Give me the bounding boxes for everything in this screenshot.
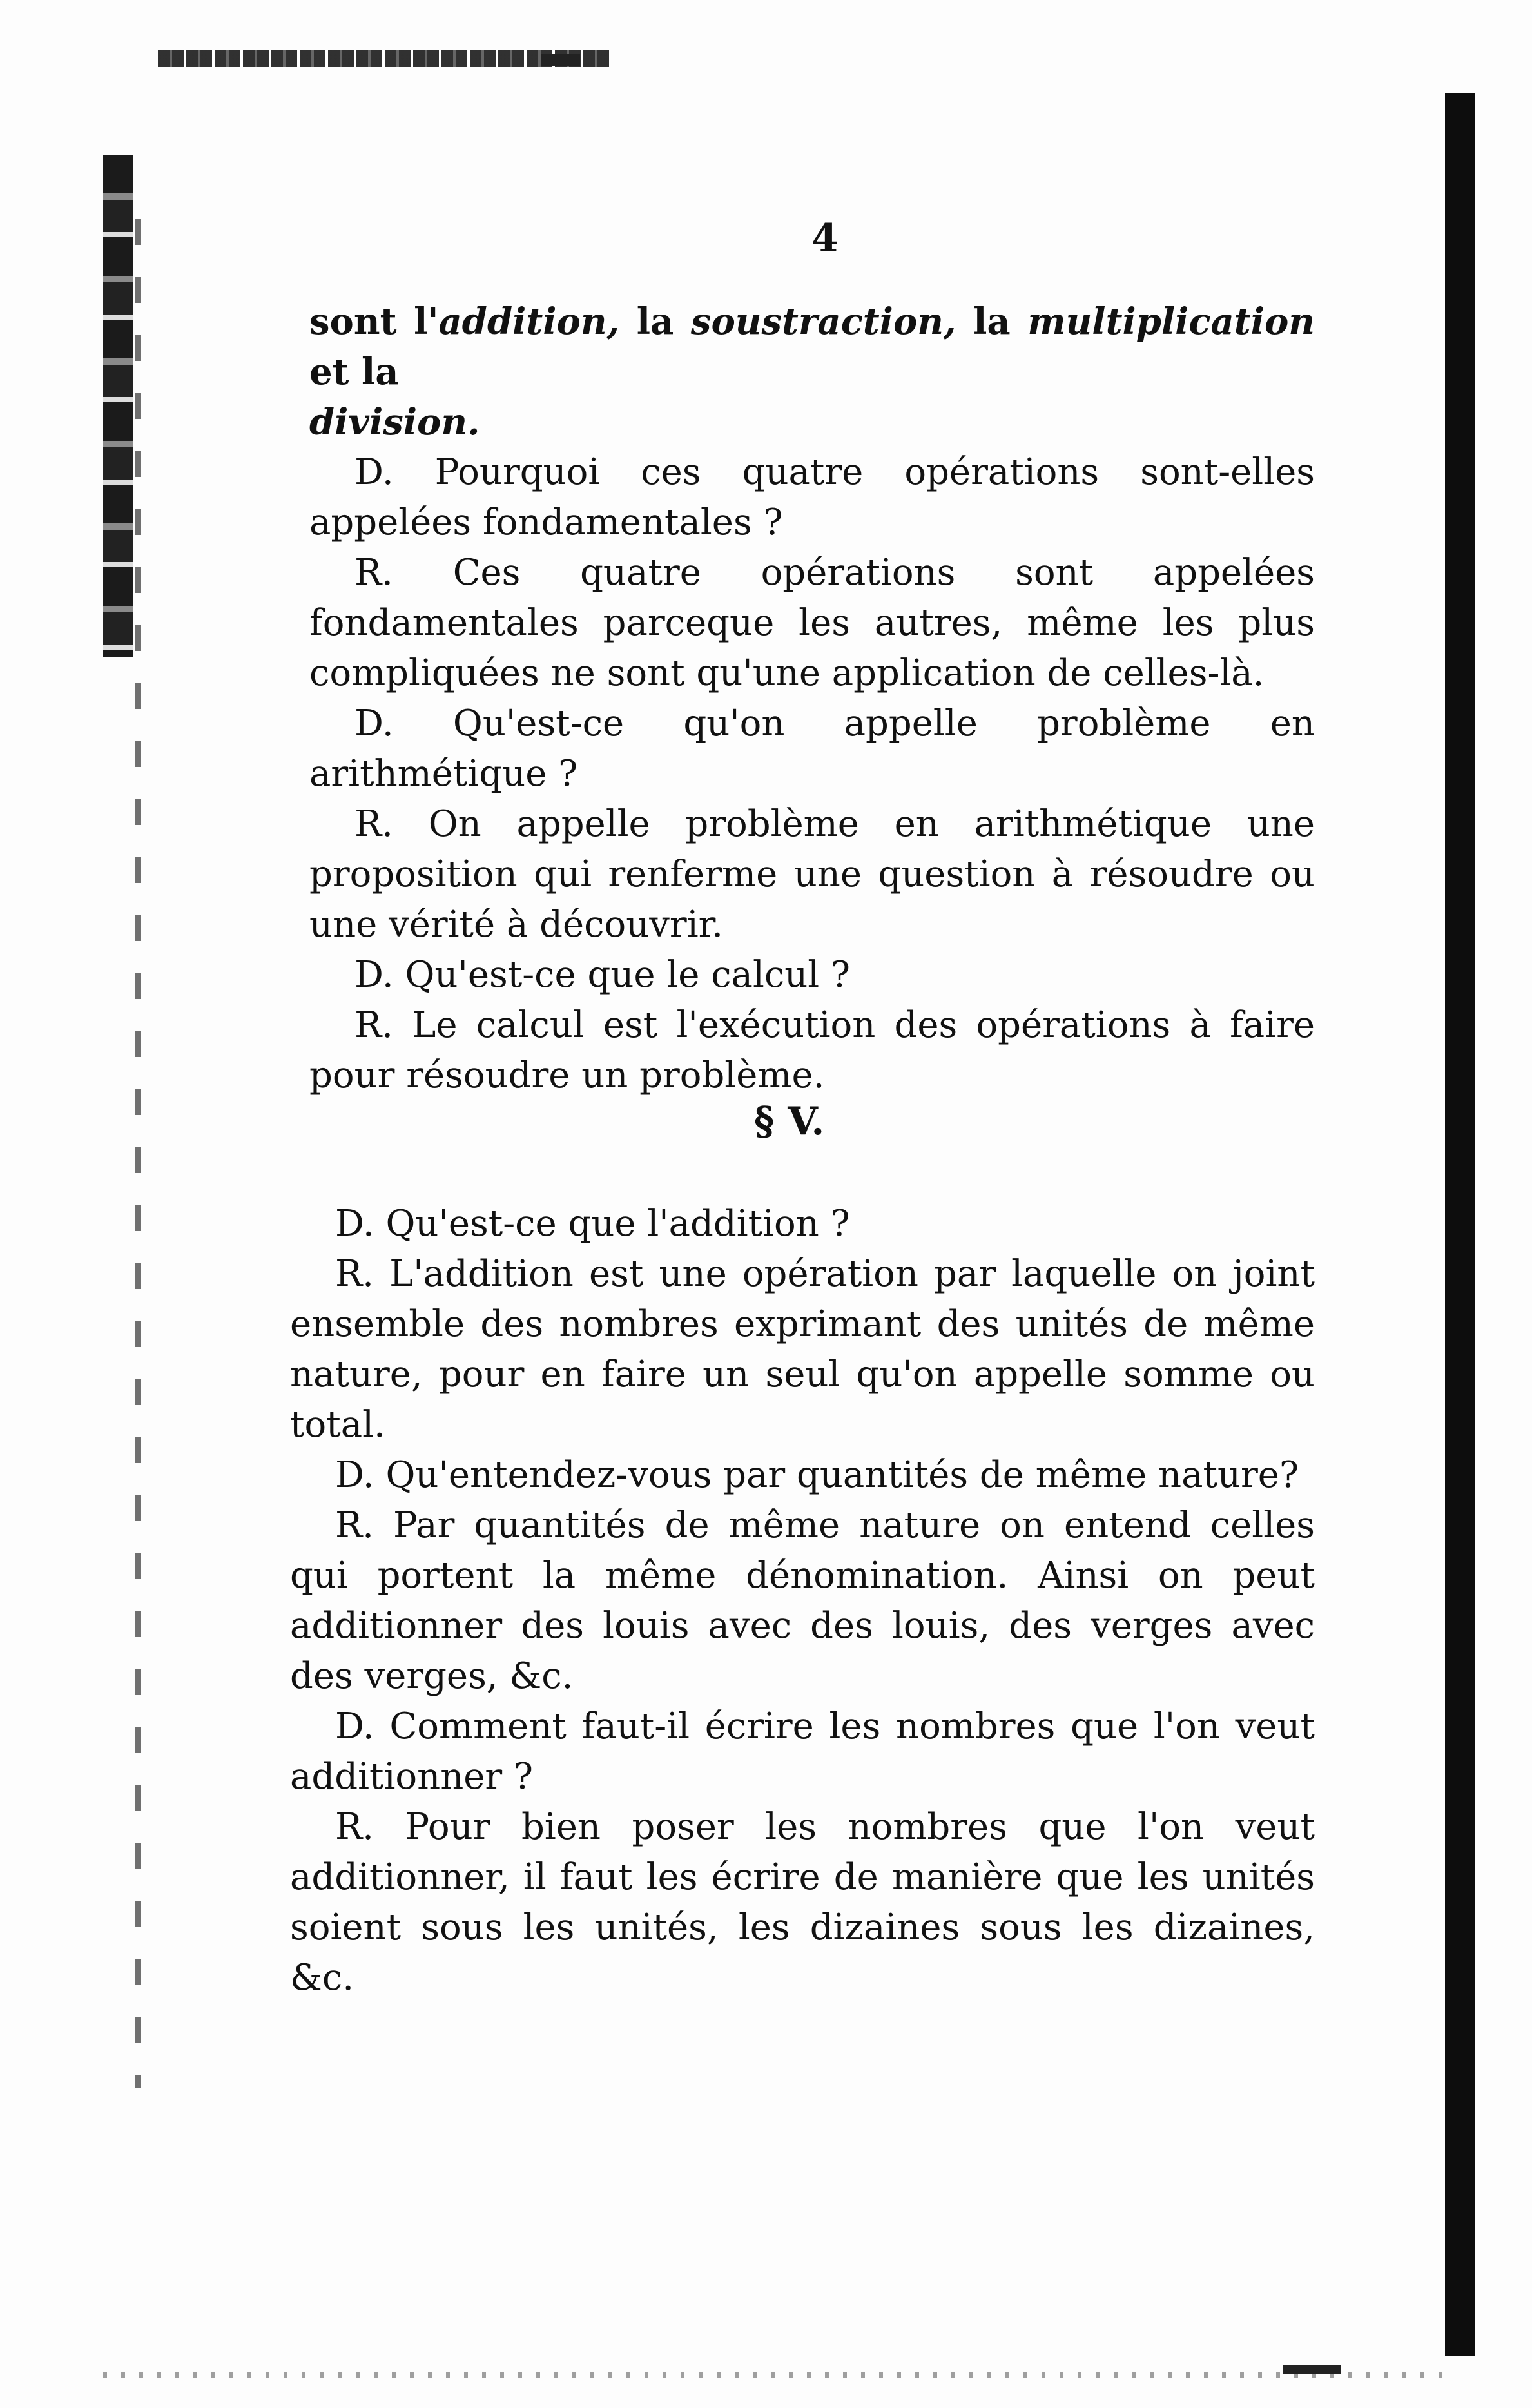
scan-edge-bottom — [103, 2372, 1444, 2378]
answer-2: R. On appelle problème en arithmétique une proposition qui renferme une question à résoudre ou une vérité à découvrir. — [309, 803, 1315, 946]
question-4: D. Qu'est-ce que l'addition ? — [335, 1203, 850, 1245]
answer-6: R. Pour bien poser les nombres que l'on veut additionner, il faut les écrire de manière que les unités soient sous les unités, les dizaines sous les dizaines, &c. — [290, 1806, 1315, 1999]
question-5: D. Qu'entendez-vous par quantités de même nature? — [335, 1454, 1299, 1496]
text-block-upper — [309, 296, 1315, 1101]
section-heading: § V. — [754, 1099, 825, 1144]
text-block-lower — [290, 1199, 1315, 2003]
intro-term-multiplication: multiplication — [1027, 300, 1315, 343]
page-number: 4 — [811, 216, 839, 261]
intro-la-2: la — [956, 300, 1028, 343]
answer-1: R. Ces quatre opérations sont appelées fondamentales parceque les autres, même les plus compliquées ne sont qu'une application de celles-là. — [309, 552, 1315, 694]
intro-term-division: division. — [309, 401, 480, 443]
scan-edge-left — [103, 155, 133, 657]
scan-edge-top-mark — [541, 54, 580, 66]
scan-edge-right — [1445, 93, 1475, 2356]
question-6: D. Comment faut-il écrire les nombres que l'on veut additionner ? — [290, 1705, 1315, 1798]
intro-term-addition: addition, — [438, 300, 620, 343]
answer-5: R. Par quantités de même nature on entend celles qui portent la même dénomination. Ainsi on peut additionner des louis avec des louis, des verges avec des verges, &c. — [290, 1504, 1315, 1697]
intro-paragraph — [309, 296, 1315, 447]
intro-et: et la — [309, 351, 399, 393]
scan-edge-left-thin — [135, 219, 141, 2088]
scan-edge-bottom-mark — [1283, 2365, 1341, 2374]
answer-3: R. Le calcul est l'exécution des opérations à faire pour résoudre un problème. — [309, 1004, 1315, 1096]
intro-prefix: sont l' — [309, 300, 439, 343]
answer-4: R. L'addition est une opération par laquelle on joint ensemble des nombres exprimant des unités de même nature, pour en faire un seul qu'on appelle somme ou total. — [290, 1253, 1315, 1446]
intro-la-1: la — [619, 300, 691, 343]
intro-term-soustraction: soustraction, — [690, 300, 956, 343]
question-1: D. Pourquoi ces quatre opérations sont-elles appelées fondamentales ? — [309, 451, 1315, 543]
question-3: D. Qu'est-ce que le calcul ? — [354, 954, 851, 996]
question-2: D. Qu'est-ce qu'on appelle problème en arithmétique ? — [309, 703, 1315, 795]
